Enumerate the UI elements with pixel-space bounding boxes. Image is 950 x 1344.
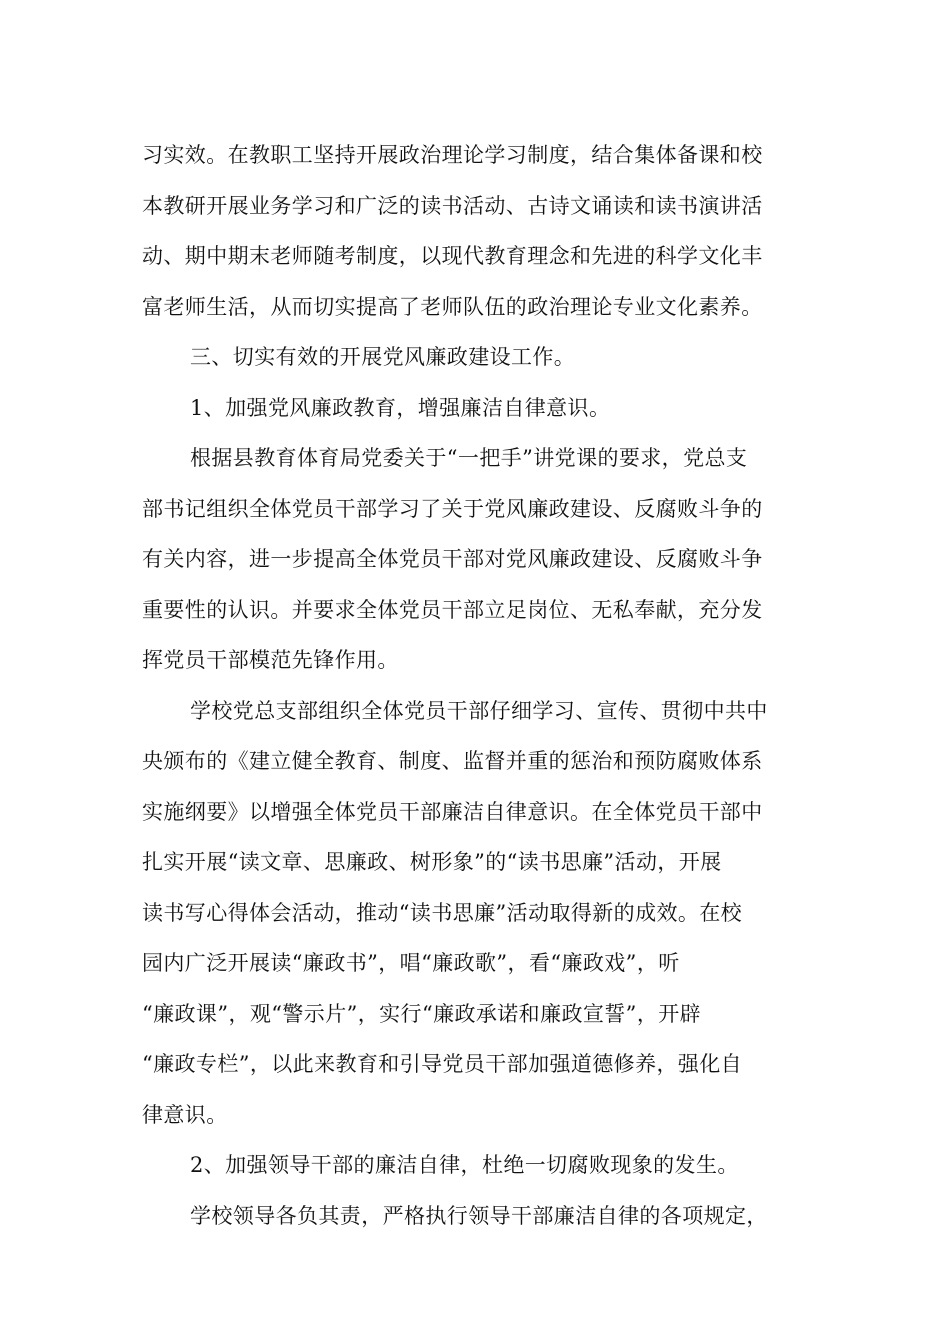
text-line: 学校党总支部组织全体党员干部仔细学习、宣传、贯彻中共中 [190, 698, 768, 723]
text-line: 本教研开展业务学习和广泛的读书活动、古诗文诵读和读书演讲活 [142, 193, 763, 218]
text-line: 三、切实有效的开展党风廉政建设工作。 [190, 345, 576, 369]
text-line: 读书写心得体会活动，推动“读书思廉”活动取得新的成效。在校 [142, 900, 743, 925]
text-line: 重要性的认识。并要求全体党员干部立足岗位、无私奉献，充分发 [142, 597, 763, 622]
text-line: 实施纲要》以增强全体党员干部廉洁自律意识。在全体党员干部中 [142, 799, 763, 824]
text-line: 园内广泛开展读“廉政书”，唱“廉政歌”，看“廉政戏”，听 [142, 951, 680, 975]
text-line: 律意识。 [142, 1102, 228, 1127]
text-line: 挥党员干部模范先锋作用。 [142, 648, 399, 672]
text-line: 有关内容，进一步提高全体党员干部对党风廉政建设、反腐败斗争 [142, 547, 763, 571]
text-line: 习实效。在教职工坚持开展政治理论学习制度，结合集体备课和校 [142, 143, 763, 167]
text-line: 1、加强党风廉政教育，增强廉洁自律意识。 [190, 395, 611, 420]
document-body [142, 130, 808, 1241]
text-line: 央颁布的《建立健全教育、制度、监督并重的惩治和预防腐败体系 [142, 749, 763, 773]
text-line: 学校领导各负其责，严格执行领导干部廉洁自律的各项规定， [190, 1203, 768, 1228]
text-line: 2、加强领导干部的廉洁自律，杜绝一切腐败现象的发生。 [190, 1153, 739, 1177]
text-line: 富老师生活，从而切实提高了老师队伍的政治理论专业文化素养。 [142, 294, 763, 319]
text-line: 根据县教育体育局党委关于“一把手”讲党课的要求，党总支 [190, 446, 748, 470]
text-line: 部书记组织全体党员干部学习了关于党风廉政建设、反腐败斗争的 [142, 496, 763, 521]
text-line: “廉政专栏”，以此来教育和引导党员干部加强道德修养，强化自 [142, 1052, 743, 1076]
text-line: “廉政课”，观“警示片”，实行“廉政承诺和廉政宣誓”，开辟 [142, 1001, 702, 1026]
text-line: 动、期中期末老师随考制度，以现代教育理念和先进的科学文化丰 [142, 244, 763, 268]
text-line: 扎实开展“读文章、思廉政、树形象”的“读书思廉”活动，开展 [142, 850, 722, 874]
